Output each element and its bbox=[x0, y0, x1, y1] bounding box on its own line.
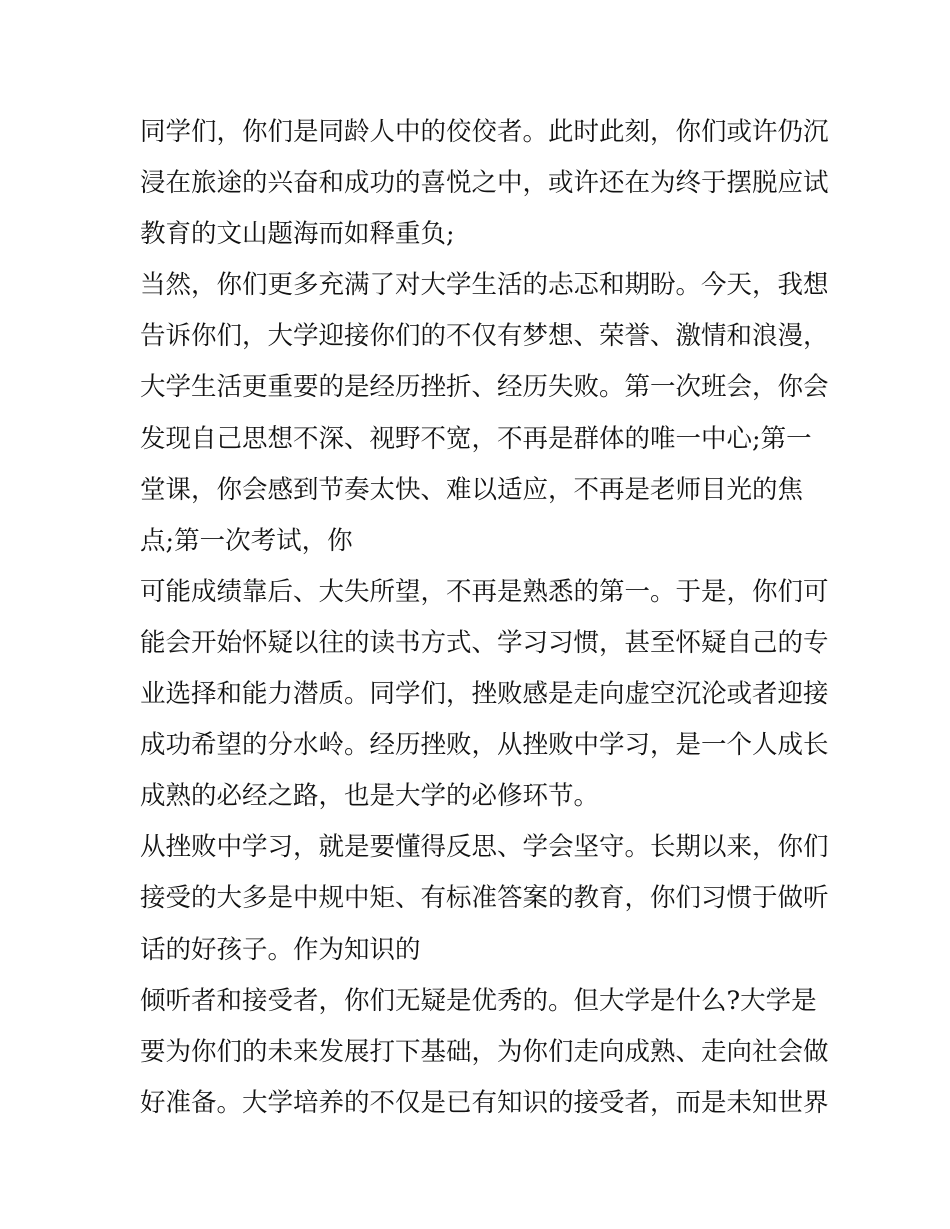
text-line: 发现自己思想不深、视野不宽，不再是群体的唯一中心;第一 bbox=[140, 423, 812, 454]
text-line: 倾听者和接受者，你们无疑是优秀的。但大学是什么?大学是 bbox=[140, 985, 817, 1016]
text-line: 当然，你们更多充满了对大学生活的忐忑和期盼。今天，我想 bbox=[140, 270, 829, 301]
text-line: 要为你们的未来发展打下基础，为你们走向成熟、走向社会做 bbox=[140, 1036, 829, 1067]
text-line: 教育的文山题海而如释重负; bbox=[140, 219, 455, 250]
text-line: 成熟的必经之路，也是大学的必修环节。 bbox=[140, 781, 600, 812]
text-line: 大学生活更重要的是经历挫折、经历失败。第一次班会，你会 bbox=[140, 372, 829, 403]
text-line: 可能成绩靠后、大失所望，不再是熟悉的第一。于是，你们可 bbox=[140, 576, 829, 607]
text-line: 话的好孩子。作为知识的 bbox=[140, 934, 421, 965]
text-line: 好准备。大学培养的不仅是已有知识的接受者，而是未知世界 bbox=[140, 1087, 829, 1118]
text-line: 告诉你们，大学迎接你们的不仅有梦想、荣誉、激情和浪漫， bbox=[140, 321, 829, 352]
text-line: 同学们，你们是同龄人中的佼佼者。此时此刻，你们或许仍沉 bbox=[140, 117, 829, 147]
body-text bbox=[140, 107, 829, 1129]
text-line: 业选择和能力潜质。同学们，挫败感是走向虚空沉沦或者迎接 bbox=[140, 679, 829, 710]
text-line: 浸在旅途的兴奋和成功的喜悦之中，或许还在为终于摆脱应试 bbox=[140, 168, 829, 199]
text-line: 堂课，你会感到节奏太快、难以适应，不再是老师目光的焦 bbox=[140, 474, 804, 505]
text-line: 能会开始怀疑以往的读书方式、学习习惯，甚至怀疑自己的专 bbox=[140, 627, 829, 658]
text-line: 从挫败中学习，就是要懂得反思、学会坚守。长期以来，你们 bbox=[140, 832, 829, 863]
text-line: 成功希望的分水岭。经历挫败，从挫败中学习，是一个人成长 bbox=[140, 730, 829, 761]
text-line: 点;第一次考试，你 bbox=[140, 525, 353, 556]
text-line: 接受的大多是中规中矩、有标准答案的教育，你们习惯于做听 bbox=[140, 883, 829, 914]
